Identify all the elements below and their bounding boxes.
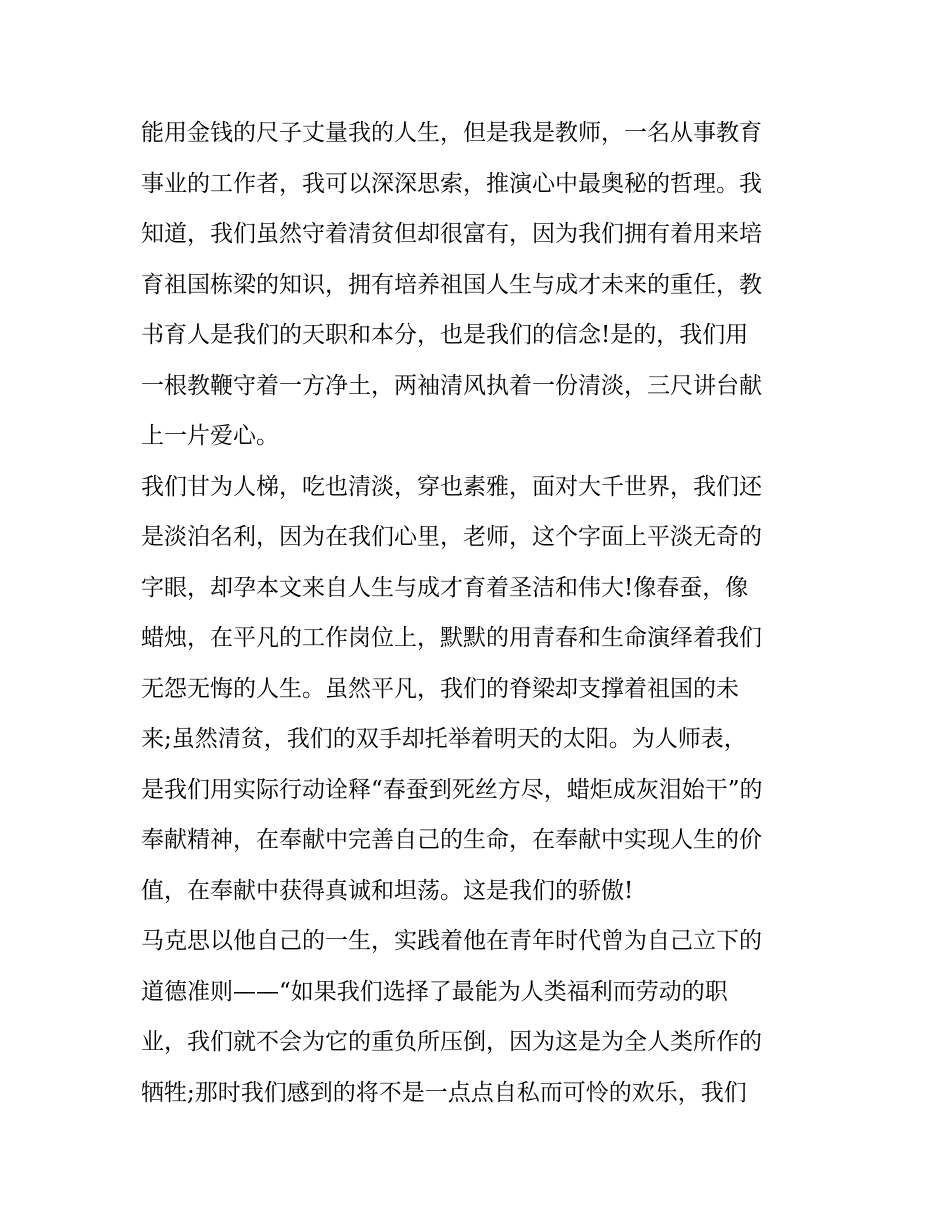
text-line: 书育人是我们的天职和本分，也是我们的信念!是的，我们用 bbox=[141, 322, 749, 348]
text-line: 值，在奉献中获得真诚和坦荡。这是我们的骄傲! bbox=[141, 877, 634, 904]
text-line: 牺牲;那时我们感到的将不是一点点自私而可怜的欢乐，我们 bbox=[141, 1079, 747, 1106]
text-line: 能用金钱的尺子丈量我的人生，但是我是教师，一名从事教育 bbox=[141, 120, 762, 146]
text-line: 奉献精神，在奉献中完善自己的生命，在奉献中实现人生的价 bbox=[141, 827, 762, 853]
text-line: 来;虽然清贫，我们的双手却托举着明天的太阳。为人师表， bbox=[141, 726, 747, 752]
text-line: 道德准则——“如果我们选择了最能为人类福利而劳动的职 bbox=[141, 978, 728, 1005]
text-line: 我们甘为人梯，吃也清淡，穿也素雅，面对大千世界，我们还 bbox=[141, 473, 762, 500]
text-line: 字眼，却孕本文来自人生与成才育着圣洁和伟大!像春蚕，像 bbox=[141, 574, 749, 601]
body-text bbox=[141, 108, 816, 1118]
text-line: 业，我们就不会为它的重负所压倒，因为这是为全人类所作的 bbox=[141, 1029, 762, 1055]
text-line: 蜡烛，在平凡的工作岗位上，默默的用青春和生命演绎着我们 bbox=[141, 625, 762, 651]
text-line: 一根教鞭守着一方净土，两袖清风执着一份清淡，三尺讲台献 bbox=[141, 372, 762, 399]
text-line: 是我们用实际行动诠释“春蚕到死丝方尽，蜡炬成灰泪始干”的 bbox=[141, 776, 763, 803]
text-line: 是淡泊名利，因为在我们心里，老师，这个字面上平淡无奇的 bbox=[141, 524, 762, 550]
text-line: 知道，我们虽然守着清贫但却很富有，因为我们拥有着用来培 bbox=[141, 221, 762, 247]
text-line: 上一片爱心。 bbox=[141, 423, 279, 449]
text-line: 无怨无悔的人生。虽然平凡，我们的脊梁却支撑着祖国的未 bbox=[141, 675, 739, 702]
text-line: 事业的工作者，我可以深深思索，推演心中最奥秘的哲理。我 bbox=[141, 170, 762, 197]
text-line: 马克思以他自己的一生，实践着他在青年时代曾为自己立下的 bbox=[141, 928, 762, 954]
text-line: 育祖国栋梁的知识，拥有培养祖国人生与成才未来的重任，教 bbox=[141, 271, 762, 298]
